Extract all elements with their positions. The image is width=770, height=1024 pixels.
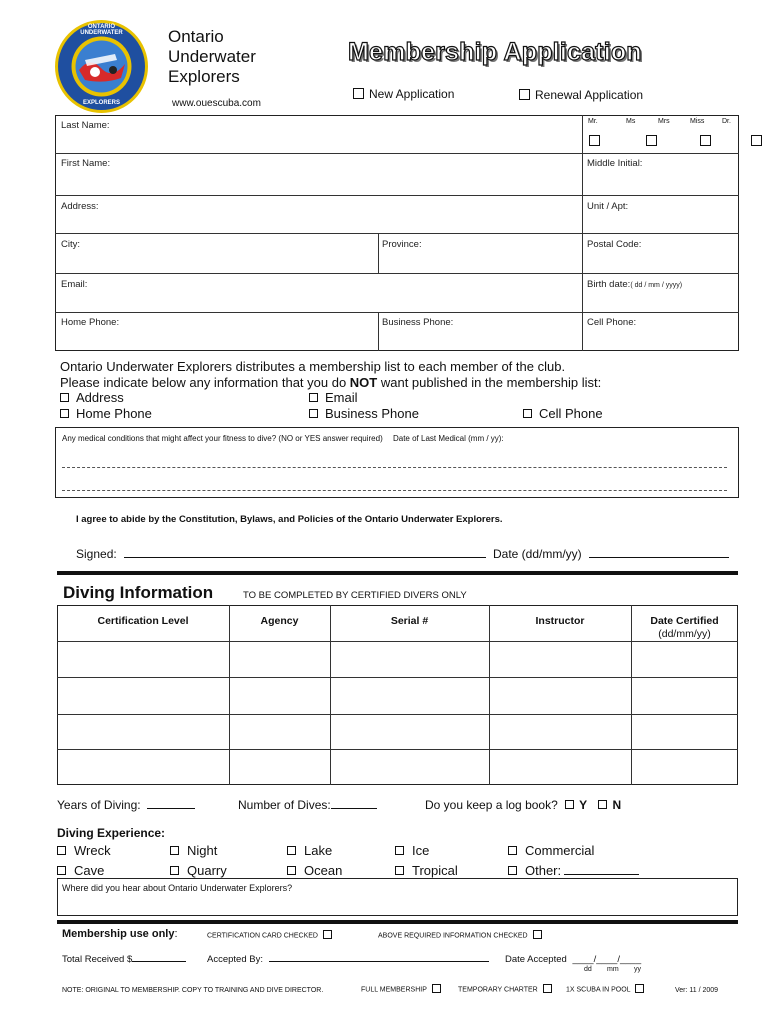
privacy-line-2-pre: Please indicate below any information that you do	[60, 375, 350, 390]
agreement-text: I agree to abide by the Constitution, Bylaws, and Policies of the Ontario Underwater Explorers.	[76, 514, 503, 525]
exp-commercial-checkbox[interactable]	[508, 846, 517, 855]
address-field[interactable]: Address:	[61, 201, 99, 212]
title-dr-label: Dr.	[722, 118, 731, 125]
city-field[interactable]: City:	[61, 239, 80, 250]
title-miss-label: Miss	[690, 118, 705, 125]
exp-night-checkbox[interactable]	[170, 846, 179, 855]
exp-other-checkbox[interactable]	[508, 866, 517, 875]
exp-ice-label: Ice	[412, 843, 430, 858]
exp-ocean-checkbox[interactable]	[287, 866, 296, 875]
new-application-label: New Application	[369, 87, 455, 101]
opt-out-business-phone[interactable]	[309, 406, 419, 421]
col-date-certified-format: (dd/mm/yy)	[658, 628, 711, 640]
exp-night[interactable]	[170, 843, 217, 858]
privacy-line-2-post: want published in the membership list:	[377, 375, 602, 390]
full-membership[interactable]	[361, 985, 446, 994]
col-date-certified-label: Date Certified	[650, 615, 719, 627]
renewal-application-checkbox[interactable]	[519, 89, 530, 100]
last-name-field[interactable]: Last Name:	[61, 120, 110, 131]
exp-cave[interactable]	[57, 863, 104, 878]
logbook-no-checkbox[interactable]	[598, 800, 607, 809]
website: www.ouescuba.com	[172, 98, 261, 109]
exp-tropical-checkbox[interactable]	[395, 866, 404, 875]
opt-out-address-label: Address	[76, 390, 124, 405]
signed-label: Signed:	[76, 547, 117, 561]
exp-lake[interactable]	[287, 843, 332, 858]
diving-section-rule	[57, 571, 738, 575]
exp-lake-label: Lake	[304, 843, 333, 858]
cert-card-checked-checkbox[interactable]	[323, 930, 332, 939]
exp-ice-checkbox[interactable]	[395, 846, 404, 855]
title-miss-checkbox[interactable]	[751, 135, 762, 146]
scuba-in-pool[interactable]	[566, 985, 649, 994]
title-ms-label: Ms	[626, 118, 636, 125]
full-membership-label: FULL MEMBERSHIP	[361, 986, 427, 994]
accepted-by-label: Accepted By:	[207, 954, 263, 965]
opt-out-email-label: Email	[325, 390, 358, 405]
logo-bottom-text: EXPLORERS	[82, 100, 120, 106]
postal-code-field[interactable]: Postal Code:	[587, 239, 642, 250]
scuba-in-pool-label: 1X SCUBA IN POOL	[566, 986, 631, 994]
total-received-field[interactable]	[62, 954, 186, 965]
org-line-3: Explorers	[168, 67, 240, 86]
birth-date-label: Birth date:	[587, 279, 631, 290]
col-agency: Agency	[260, 615, 299, 627]
date-signed-field[interactable]	[493, 547, 729, 561]
temporary-charter[interactable]	[458, 985, 557, 994]
number-of-dives-field[interactable]	[238, 798, 377, 812]
business-phone-field[interactable]: Business Phone:	[382, 317, 454, 328]
exp-tropical[interactable]	[395, 863, 458, 878]
years-of-diving-label: Years of Diving:	[57, 798, 141, 812]
date-accepted-field[interactable]	[505, 954, 641, 965]
logo-top-text: ONTARIO UNDERWATER	[80, 24, 123, 36]
total-received-label: Total Received $	[62, 954, 133, 965]
medical-question	[62, 434, 504, 443]
title-mrs-label: Mrs	[658, 118, 670, 125]
medical-answer-line-1[interactable]	[62, 467, 727, 468]
exp-quarry-checkbox[interactable]	[170, 866, 179, 875]
date-accepted-label: Date Accepted	[505, 954, 567, 965]
exp-lake-checkbox[interactable]	[287, 846, 296, 855]
diving-experience-heading: Diving Experience:	[57, 826, 166, 840]
exp-night-label: Night	[187, 843, 218, 858]
date-accepted-mm: mm	[607, 966, 619, 973]
exp-ocean-label: Ocean	[304, 863, 343, 878]
title-options	[586, 118, 738, 148]
title-mrs-checkbox[interactable]	[700, 135, 711, 146]
new-application-checkbox[interactable]	[353, 88, 364, 99]
required-info-checked[interactable]	[378, 931, 547, 940]
membership-use-only-colon: :	[174, 928, 178, 940]
accepted-by-field[interactable]	[207, 954, 489, 965]
exp-ice[interactable]	[395, 843, 429, 858]
title-ms-checkbox[interactable]	[646, 135, 657, 146]
total-received-line[interactable]	[132, 961, 186, 962]
version-label: Ver: 11 / 2009	[675, 987, 719, 994]
opt-out-email-checkbox[interactable]	[309, 393, 318, 402]
home-phone-field[interactable]: Home Phone:	[61, 317, 120, 328]
unit-apt-field[interactable]: Unit / Apt:	[587, 201, 629, 212]
logbook-yes-label: Y	[579, 798, 588, 812]
middle-initial-field[interactable]: Middle Initial:	[587, 158, 643, 169]
office-section-rule	[57, 920, 738, 924]
date-accepted-blank[interactable]: ____/____/____	[572, 954, 642, 965]
exp-wreck[interactable]	[57, 843, 111, 858]
exp-wreck-checkbox[interactable]	[57, 846, 66, 855]
referral-question: Where did you hear about Ontario Underwater Explorers?	[62, 883, 293, 893]
exp-quarry[interactable]	[170, 863, 227, 878]
cert-card-checked[interactable]	[207, 931, 337, 940]
exp-cave-label: Cave	[74, 863, 105, 878]
logbook-question	[425, 798, 621, 812]
club-logo	[55, 20, 148, 113]
signature-line[interactable]	[124, 557, 486, 558]
date-accepted-yy: yy	[634, 966, 641, 973]
opt-out-address[interactable]	[60, 390, 124, 405]
new-application-option[interactable]	[353, 87, 454, 101]
opt-out-home-phone-checkbox[interactable]	[60, 409, 69, 418]
scuba-in-pool-checkbox[interactable]	[635, 984, 644, 993]
required-info-checked-checkbox[interactable]	[533, 930, 542, 939]
province-field[interactable]: Province:	[382, 239, 422, 250]
logbook-no-label: N	[612, 798, 622, 812]
medical-answer-line-2[interactable]	[62, 490, 727, 491]
number-of-dives-label: Number of Dives:	[238, 798, 331, 812]
exp-wreck-label: Wreck	[74, 843, 111, 858]
renewal-application-option[interactable]	[519, 88, 643, 102]
membership-use-only-heading	[62, 928, 178, 940]
page-title: Membership Application	[348, 38, 642, 66]
opt-out-cell-phone[interactable]	[523, 406, 603, 421]
accepted-by-line[interactable]	[269, 961, 489, 962]
membership-use-only-label: Membership use only	[62, 928, 175, 940]
date-signed-line[interactable]	[589, 557, 729, 558]
diving-info-subtitle: TO BE COMPLETED BY CERTIFIED DIVERS ONLY	[243, 590, 467, 601]
title-mr-checkbox[interactable]	[589, 135, 600, 146]
org-line-2: Underwater	[168, 47, 256, 66]
routing-note: NOTE: ORIGINAL TO MEMBERSHIP. COPY TO TRAINING AND DIVE DIRECTOR.	[62, 987, 324, 994]
number-of-dives-line[interactable]	[331, 808, 377, 809]
exp-tropical-label: Tropical	[412, 863, 458, 878]
opt-out-cell-phone-checkbox[interactable]	[523, 409, 532, 418]
exp-other[interactable]	[508, 863, 639, 878]
opt-out-business-phone-checkbox[interactable]	[309, 409, 318, 418]
org-name	[168, 27, 256, 87]
opt-out-business-phone-label: Business Phone	[325, 406, 419, 421]
opt-out-address-checkbox[interactable]	[60, 393, 69, 402]
date-signed-label: Date (dd/mm/yy)	[493, 547, 582, 561]
col-instructor: Instructor	[535, 615, 585, 627]
renewal-application-label: Renewal Application	[535, 88, 644, 102]
exp-cave-checkbox[interactable]	[57, 866, 66, 875]
logbook-label: Do you keep a log book?	[425, 798, 558, 812]
required-info-checked-label: ABOVE REQUIRED INFORMATION CHECKED	[378, 932, 528, 940]
exp-ocean[interactable]	[287, 863, 342, 878]
signed-field[interactable]	[76, 547, 486, 561]
full-membership-checkbox[interactable]	[432, 984, 441, 993]
temporary-charter-label: TEMPORARY CHARTER	[458, 986, 538, 994]
cert-card-checked-label: CERTIFICATION CARD CHECKED	[207, 932, 318, 940]
email-field[interactable]: Email:	[61, 279, 88, 290]
col-date-certified	[631, 615, 738, 641]
org-line-1: Ontario	[168, 27, 224, 46]
opt-out-cell-phone-label: Cell Phone	[539, 406, 603, 421]
medical-question-text: Any medical conditions that might affect your fitness to dive? (NO or YES answer required)	[62, 434, 383, 443]
exp-other-label: Other:	[525, 863, 562, 878]
col-certification-level: Certification Level	[97, 615, 189, 627]
temporary-charter-checkbox[interactable]	[543, 984, 552, 993]
last-medical-label: Date of Last Medical (mm / yy):	[392, 434, 504, 443]
years-of-diving-line[interactable]	[147, 808, 195, 809]
exp-commercial[interactable]	[508, 843, 594, 858]
cell-phone-field[interactable]: Cell Phone:	[587, 317, 637, 328]
privacy-line-1: Ontario Underwater Explorers distributes a membership list to each member of the club.	[60, 359, 566, 374]
logbook-yes-checkbox[interactable]	[565, 800, 574, 809]
privacy-not-emphasis: NOT	[349, 375, 378, 390]
exp-commercial-label: Commercial	[525, 843, 595, 858]
birth-date-format: ( dd / mm / yyyy)	[630, 282, 683, 289]
exp-quarry-label: Quarry	[187, 863, 227, 878]
diving-info-title: Diving Information	[63, 583, 214, 602]
date-accepted-dd: dd	[584, 966, 592, 973]
title-mr-label: Mr.	[588, 118, 598, 125]
birth-date-field[interactable]	[587, 279, 682, 290]
exp-other-line[interactable]	[564, 874, 639, 875]
opt-out-email[interactable]	[309, 390, 358, 405]
opt-out-home-phone-label: Home Phone	[76, 406, 152, 421]
years-of-diving-field[interactable]	[57, 798, 195, 812]
privacy-line-2	[60, 375, 601, 390]
col-serial: Serial #	[390, 615, 429, 627]
first-name-field[interactable]: First Name:	[61, 158, 111, 169]
opt-out-home-phone[interactable]	[60, 406, 152, 421]
